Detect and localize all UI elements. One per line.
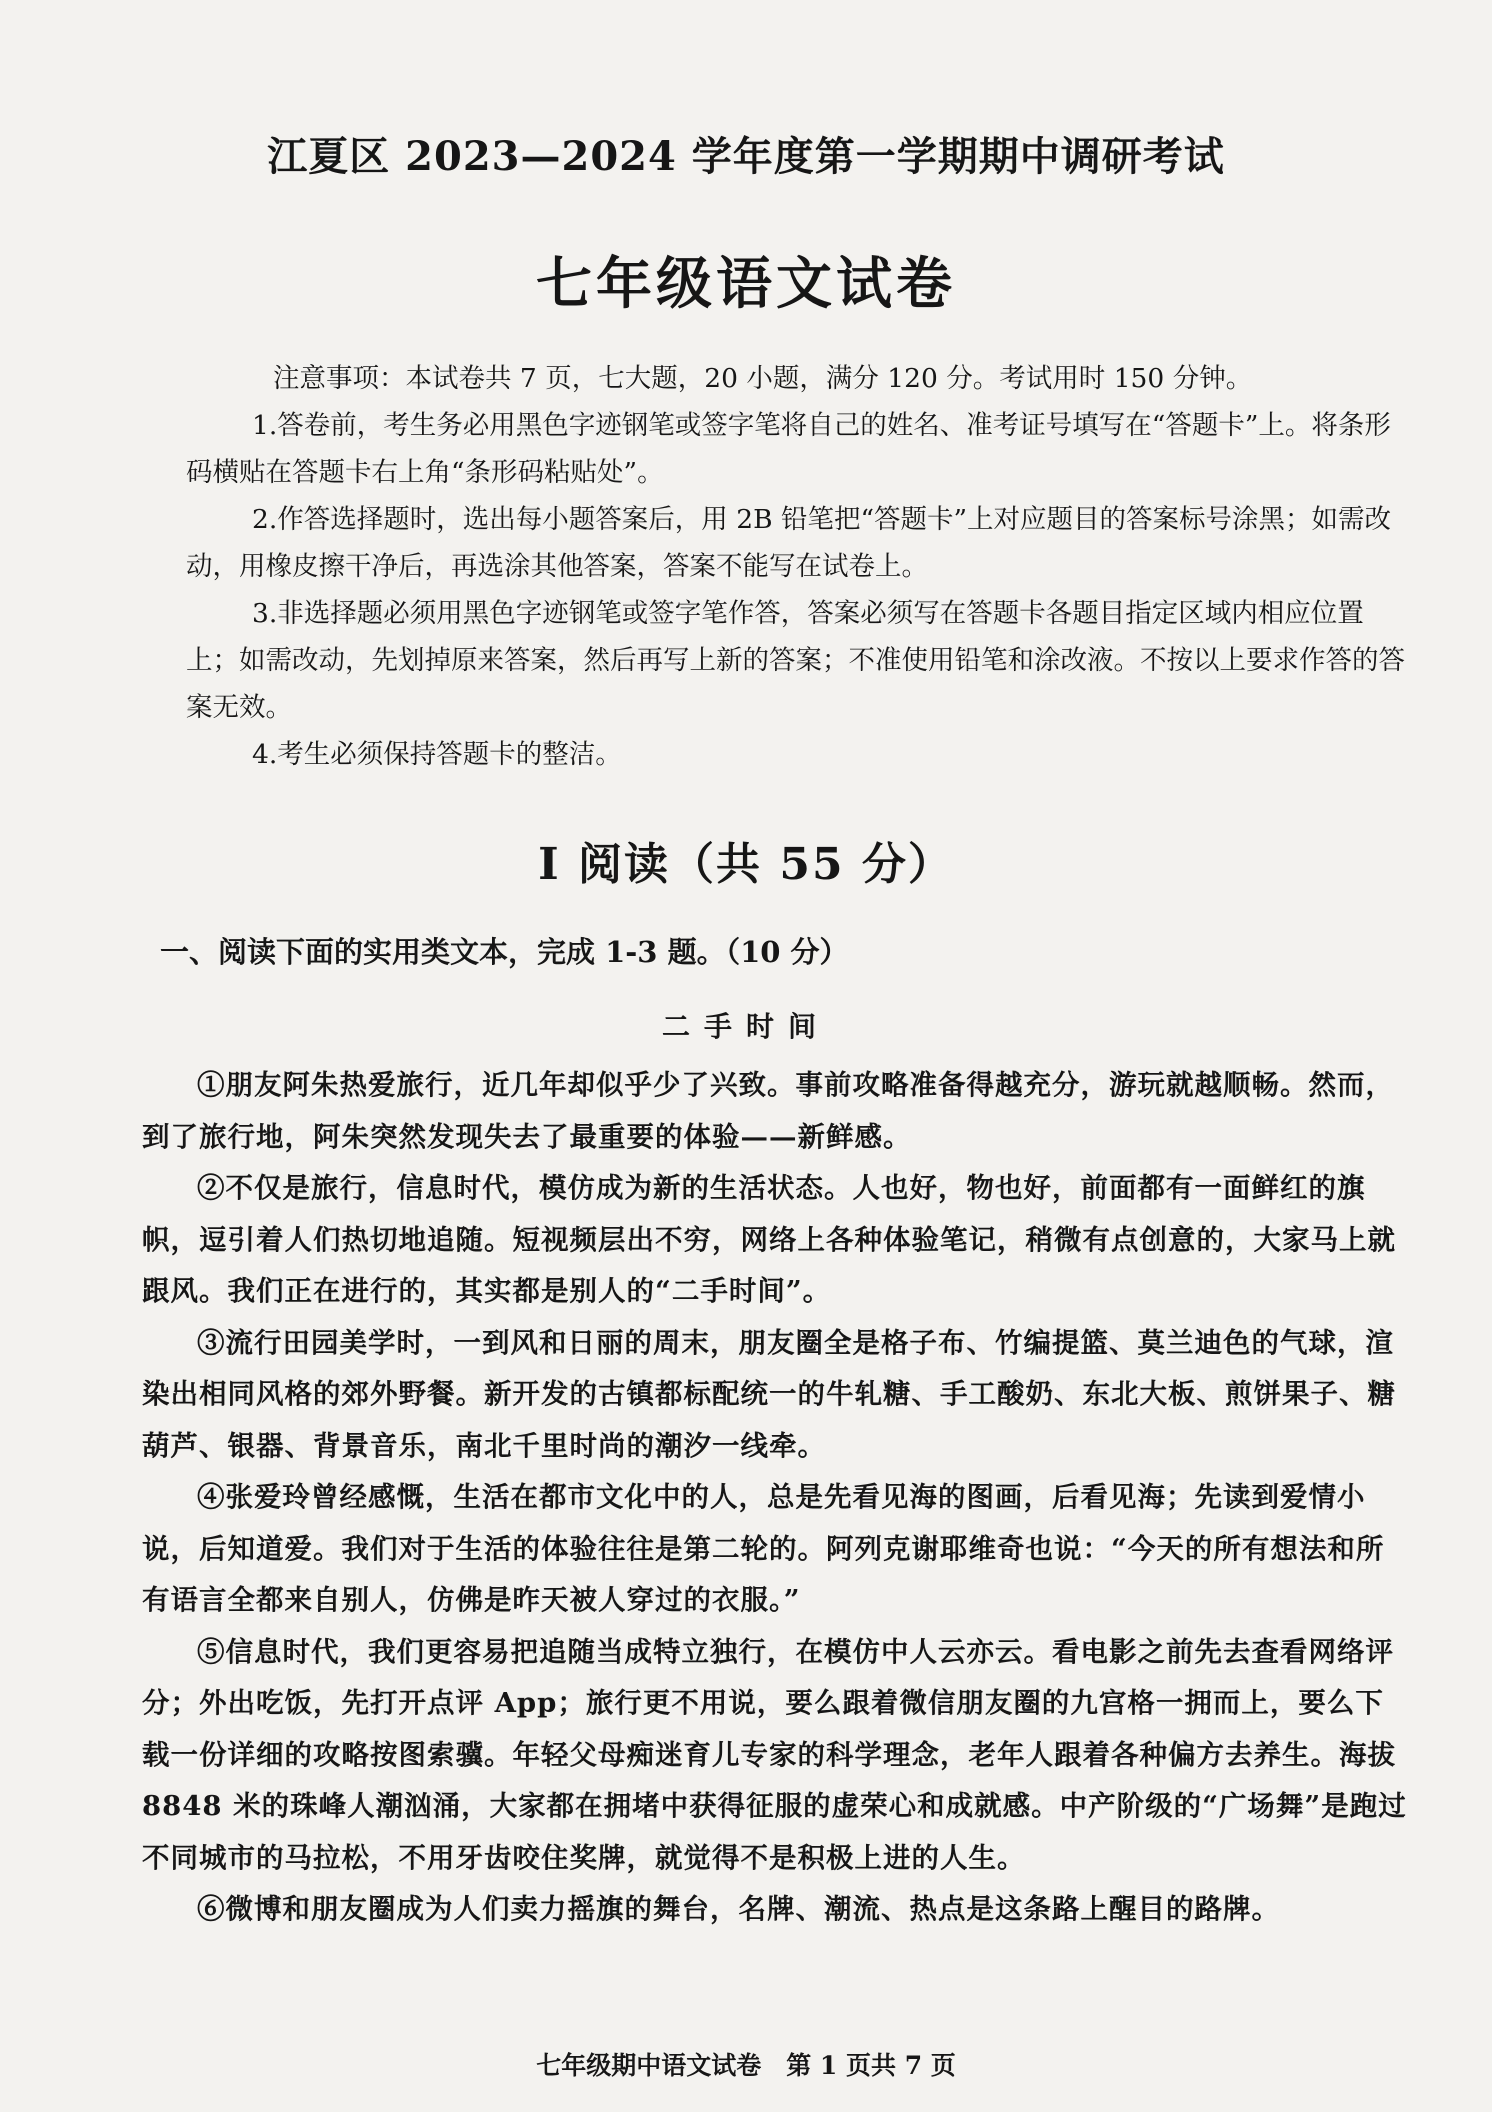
page-footer: 七年级期中语文试卷 第 1 页共 7 页 [536,2051,956,2080]
paper-title: 七年级语文试卷 [536,251,956,317]
notice-item: 4.考生必须保持答题卡的整洁。 [252,739,622,770]
article-title: 二手时间 [661,1010,830,1043]
article-paragraph: ③流行田园美学时，一到风和日丽的周末，朋友圈全是格子布、竹编提篮、莫兰迪色的气球，渲染出相同风格的郊外野餐。新开发的古镇都标配统一的牛轧糖、手工酸奶、东北大板、煎饼果子、糖葫芦、银器、背景音乐，南北千里时尚的潮汐一线牵。 [142,1326,1396,1462]
question-heading: 一、阅读下面的实用类文本，完成 1-3 题。（10 分） [160,935,849,969]
article-body [142,1060,1412,1936]
section-title: Ⅰ 阅读（共 55 分） [538,839,954,890]
article-paragraph: ⑥微博和朋友圈成为人们卖力摇旗的舞台，名牌、潮流、热点是这条路上醒目的路牌。 [197,1893,1280,1925]
notice-intro: 注意事项：本试卷共 7 页，七大题，20 小题，满分 120 分。考试用时 150 分钟。 [273,363,1253,394]
article-paragraph: ⑤信息时代，我们更容易把追随当成特立独行，在模仿中人云亦云。看电影之前先去查看网络评分；外出吃饭，先打开点评 App；旅行更不用说，要么跟着微信朋友圈的九宫格一拥而上，要么下载一份详细的攻略按图索骥。年轻父母痴迷育儿专家的科学理念，老年人跟着各种偏方去养生。海拔 8848 米的珠峰人潮汹涌，大家都在拥堵中获得征服的虚荣心和成就感。中产阶级的“广场舞”是跑过不同城市的马拉松，不用牙齿咬住奖牌，就觉得不是积极上进的人生。 [142,1635,1407,1874]
notice-item: 2.作答选择题时，选出每小题答案后，用 2B 铅笔把“答题卡”上对应题目的答案标号涂黑；如需改动，用橡皮擦干净后，再选涂其他答案，答案不能写在试卷上。 [186,504,1392,582]
article-paragraph: ②不仅是旅行，信息时代，模仿成为新的生活状态。人也好，物也好，前面都有一面鲜红的旗帜，逗引着人们热切地追随。短视频层出不穷，网络上各种体验笔记，稍微有点创意的，大家马上就跟风。我们正在进行的，其实都是别人的“二手时间”。 [142,1172,1396,1307]
notice-item: 3.非选择题必须用黑色字迹钢笔或签字笔作答，答案必须写在答题卡各题目指定区域内相应位置上；如需改动，先划掉原来答案，然后再写上新的答案；不准使用铅笔和涂改液。不按以上要求作答的答案无效。 [186,598,1405,723]
exam-title: 江夏区 2023—2024 学年度第一学期期中调研考试 [267,133,1225,180]
article-paragraph: ④张爱玲曾经感慨，生活在都市文化中的人，总是先看见海的图画，后看见海；先读到爱情小说，后知道爱。我们对于生活的体验往往是第二轮的。阿列克谢耶维奇也说：“今天的所有想法和所有语言全都来自别人，仿佛是昨天被人穿过的衣服。” [142,1481,1385,1616]
notice-block [186,355,1416,778]
article-paragraph: ①朋友阿朱热爱旅行，近几年却似乎少了兴致。事前攻略准备得越充分，游玩就越顺畅。然而，到了旅行地，阿朱突然发现失去了最重要的体验——新鲜感。 [142,1069,1394,1153]
notice-item: 1.答卷前，考生务必用黑色字迹钢笔或签字笔将自己的姓名、准考证号填写在“答题卡”上。将条形码横贴在答题卡右上角“条形码粘贴处”。 [186,410,1391,488]
